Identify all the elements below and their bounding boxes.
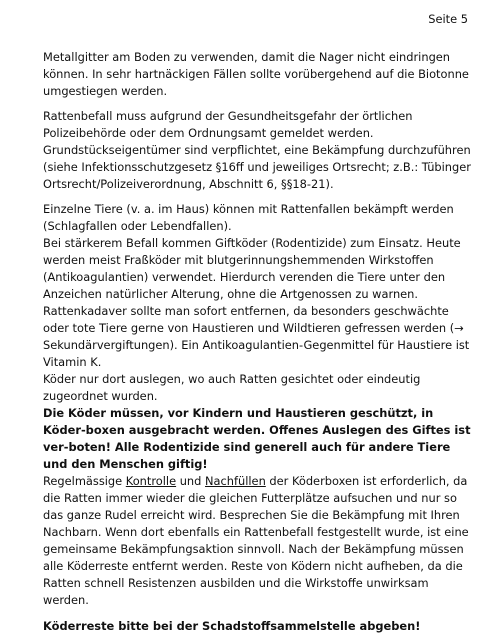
kontrolle-link[interactable]: Kontrolle [125, 474, 177, 488]
paragraph-giftkoeder: Bei stärkerem Befall kommen Giftköder (Rodentizide) zum Einsatz. Heute werden meist Fraßköder mit blutgerinnungshemmenden Wirkstoffen (Antikoagulantien) verwendet. Hierdurch verenden die Tiere unter den Anzeichen natürlicher Alterung, ohne die Artgenossen zu warnen. Rattenkadaver sollte man sofort entfernen, da besonders geschwächte oder tote Tiere gerne von Haustieren und Wildtieren gefressen werden (→ Sekundärvergiftungen). Ein Antikoagulantien-Gegenmittel für Haustiere ist Vitamin K. [43, 236, 470, 369]
paragraph-koeder-auslegen: Köder nur dort auslegen, wo auch Ratten gesichtet oder eindeutig zugeordnet wurden. [43, 372, 421, 403]
page-number: Seite 5 [428, 12, 468, 26]
kontrolle-pre-text: Regelmässige [43, 474, 126, 488]
paragraph-eigentuemer-pflicht: Grundstückseigentümer sind verpflichtet, eine Bekämpfung durchzuführen (siehe Infektionsschutzgesetz §16ff und jeweiliges Ortsrecht; z.B.: Tübinger Ortsrecht/Polizeiverordnung, Abschnitt 6, §§18-21). [43, 143, 471, 191]
nachfuellen-link[interactable]: Nachfüllen [205, 474, 266, 488]
paragraph-rattenfallen: Einzelne Tiere (v. a. im Haus) können mit Rattenfallen bekämpft werden (Schlagfallen oder Lebendfallen). [43, 202, 454, 233]
paragraph-warning-bold: Die Köder müssen, vor Kindern und Haustieren geschützt, in Köder-boxen ausgebracht werden. Offenes Auslegen des Giftes ist ver-boten! Alle Rodentizide sind generell auch für andere Tiere und den Menschen giftig! [43, 406, 471, 471]
kontrolle-mid-text: und [176, 474, 206, 488]
paragraph-metallgitter: Metallgitter am Boden zu verwenden, damit die Nager nicht eindringen können. In sehr hartnäckigen Fällen sollte vorübergehend auf die Biotonne umgestiegen werden. [43, 50, 469, 98]
document-body [43, 49, 473, 635]
paragraph-meldepflicht: Rattenbefall muss aufgrund der Gesundheitsgefahr der örtlichen Polizeibehörde oder dem Ordnungsamt gemeldet werden. [43, 109, 413, 140]
paragraph-koederreste-bold: Köderreste bitte bei der Schadstoffsammelstelle abgeben! [43, 619, 421, 633]
kontrolle-post-text: der Köderboxen ist erforderlich, da die Ratten immer wieder die gleichen Futterplätze aufsuchen und nur so das ganze Rudel erreicht wird. Besprechen Sie die Bekämpfung mit Ihren Nachbarn. Wenn dort ebenfalls ein Rattenbefall festgestellt wurde, ist eine gemeinsame Bekämpfungsaktion sinnvoll. Nach der Bekämpfung müssen alle Köderreste entfernt werden. Reste von Ködern nicht aufheben, da die Ratten schnell Resistenzen ausbilden und die Wirkstoffe unwirksam werden. [43, 474, 469, 607]
paragraph-kontrolle [43, 473, 473, 609]
